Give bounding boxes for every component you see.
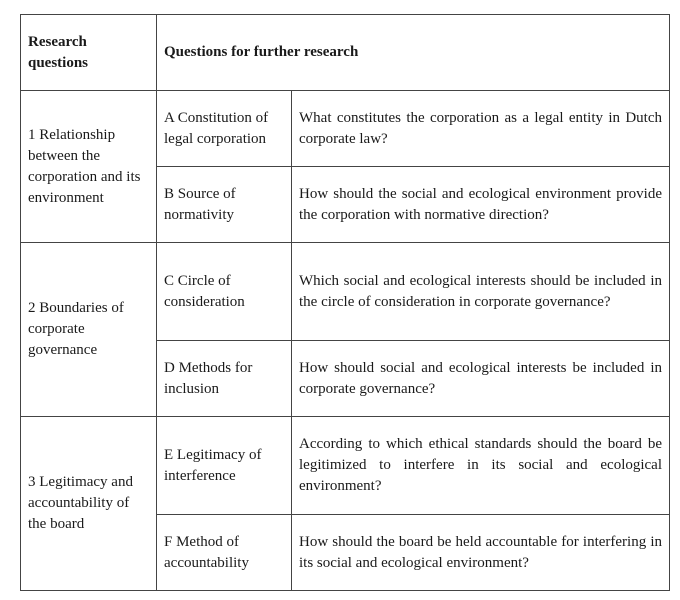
question-a: What constitutes the corporation as a legal entity in Dutch corporate law? [292, 91, 670, 167]
question-e: According to which ethical standards should the board be legitimized to interfere in its social and ecological environment? [292, 417, 670, 515]
research-questions-table [20, 14, 670, 591]
question-b: How should the social and ecological environment provide the corporation with normative direction? [292, 167, 670, 243]
topic-c: C Circle of consideration [157, 243, 292, 341]
topic-f: F Method of accountability [157, 515, 292, 591]
header-research-questions: Research questions [21, 15, 157, 91]
table-row [21, 243, 670, 341]
question-c: Which social and ecological interests should be included in the circle of consideration in corporate governance? [292, 243, 670, 341]
header-further-research: Questions for further research [157, 15, 670, 91]
topic-a: A Constitution of legal corporation [157, 91, 292, 167]
research-question-3: 3 Legitimacy and accountability of the board [21, 417, 157, 591]
research-question-1: 1 Relationship between the corporation and its environment [21, 91, 157, 243]
question-d: How should social and ecological interests be included in corporate governance? [292, 341, 670, 417]
table-row [21, 417, 670, 515]
table-header-row [21, 15, 670, 91]
question-f: How should the board be held accountable for interfering in its social and ecological environment? [292, 515, 670, 591]
topic-d: D Methods for inclusion [157, 341, 292, 417]
table-row [21, 91, 670, 167]
research-question-2: 2 Boundaries of corporate governance [21, 243, 157, 417]
topic-e: E Legitimacy of interference [157, 417, 292, 515]
topic-b: B Source of normativity [157, 167, 292, 243]
